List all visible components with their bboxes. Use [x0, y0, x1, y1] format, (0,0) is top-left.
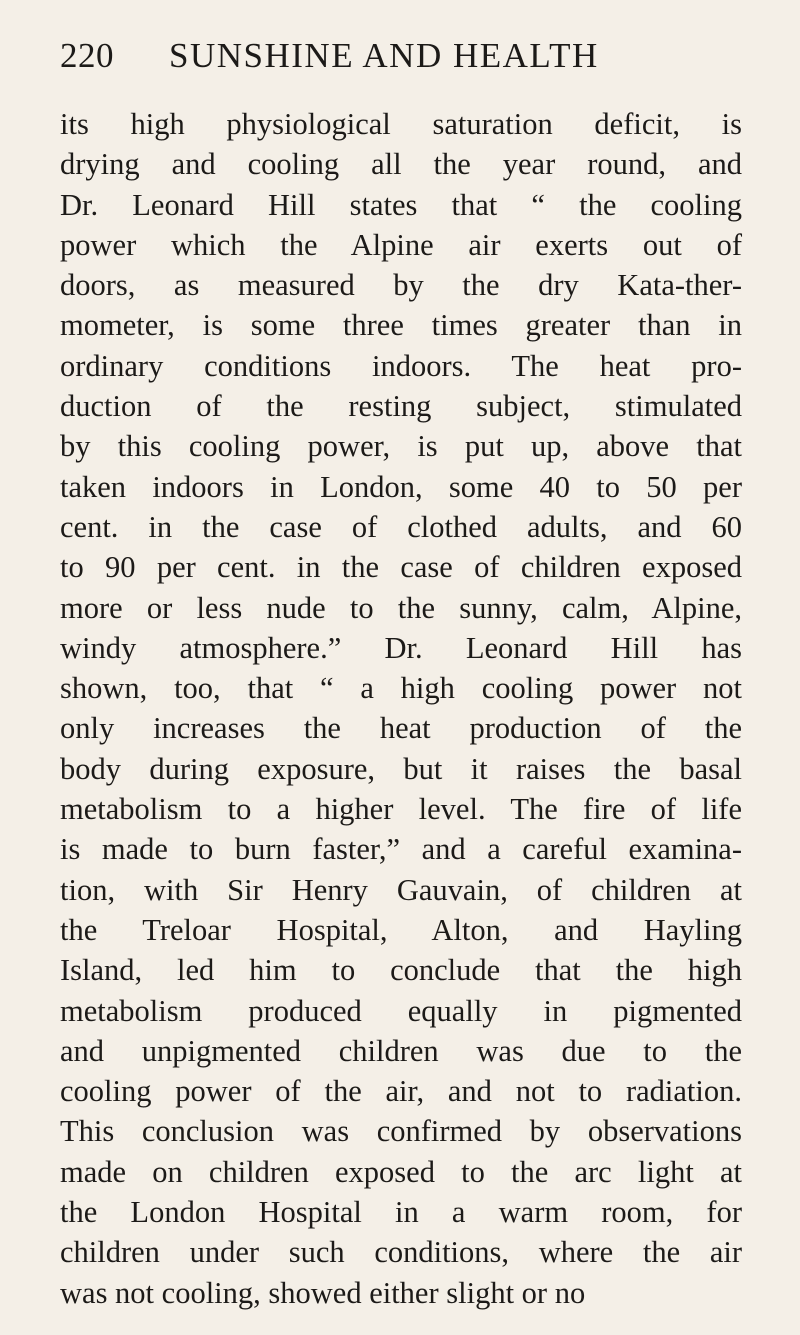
text-line: tion, with Sir Henry Gauvain, of children at: [60, 872, 742, 907]
text-line: Dr. Leonard Hill states that “ the cooling: [60, 187, 742, 222]
text-line: duction of the resting subject, stimulated: [60, 389, 742, 424]
text-line: taken indoors in London, some 40 to 50 per: [60, 469, 742, 504]
text-line: was not cooling, showed either slight or no: [60, 1275, 586, 1310]
text-line: is made to burn faster,” and a careful examina-: [60, 832, 742, 867]
text-line: only increases the heat production of the: [60, 711, 742, 746]
text-line: children under such conditions, where the air: [60, 1235, 742, 1270]
text-line: the Treloar Hospital, Alton, and Hayling: [60, 912, 742, 947]
page-number: 220: [60, 36, 114, 75]
text-line: This conclusion was confirmed by observations: [60, 1114, 742, 1149]
text-line: drying and cooling all the year round, and: [60, 147, 742, 182]
text-line: made on children exposed to the arc light at: [60, 1154, 742, 1189]
text-line: ordinary conditions indoors. The heat pro-: [60, 348, 742, 383]
text-line: and unpigmented children was due to the: [60, 1033, 742, 1068]
text-line: shown, too, that “ a high cooling power not: [60, 671, 742, 706]
text-line: Island, led him to conclude that the high: [60, 953, 742, 988]
text-line: metabolism to a higher level. The fire of life: [60, 792, 742, 827]
running-head: [60, 36, 742, 86]
body-paragraph: [60, 104, 742, 1313]
text-line: windy atmosphere.” Dr. Leonard Hill has: [60, 630, 742, 665]
text-line: to 90 per cent. in the case of children exposed: [60, 550, 742, 585]
text-line: by this cooling power, is put up, above that: [60, 429, 742, 464]
text-line: doors, as measured by the dry Kata-ther-: [60, 268, 742, 303]
text-line: body during exposure, but it raises the basal: [60, 751, 742, 786]
text-line: cent. in the case of clothed adults, and 60: [60, 509, 742, 544]
text-line: power which the Alpine air exerts out of: [60, 227, 742, 262]
text-line: its high physiological saturation deficit, is: [60, 107, 742, 141]
text-line: the London Hospital in a warm room, for: [60, 1195, 742, 1230]
text-line: cooling power of the air, and not to radiation.: [60, 1074, 742, 1109]
running-title: SUNSHINE AND HEALTH: [169, 36, 599, 75]
text-line: mometer, is some three times greater than in: [60, 308, 742, 343]
text-line: metabolism produced equally in pigmented: [60, 993, 742, 1028]
text-line: more or less nude to the sunny, calm, Alpine,: [60, 590, 742, 625]
